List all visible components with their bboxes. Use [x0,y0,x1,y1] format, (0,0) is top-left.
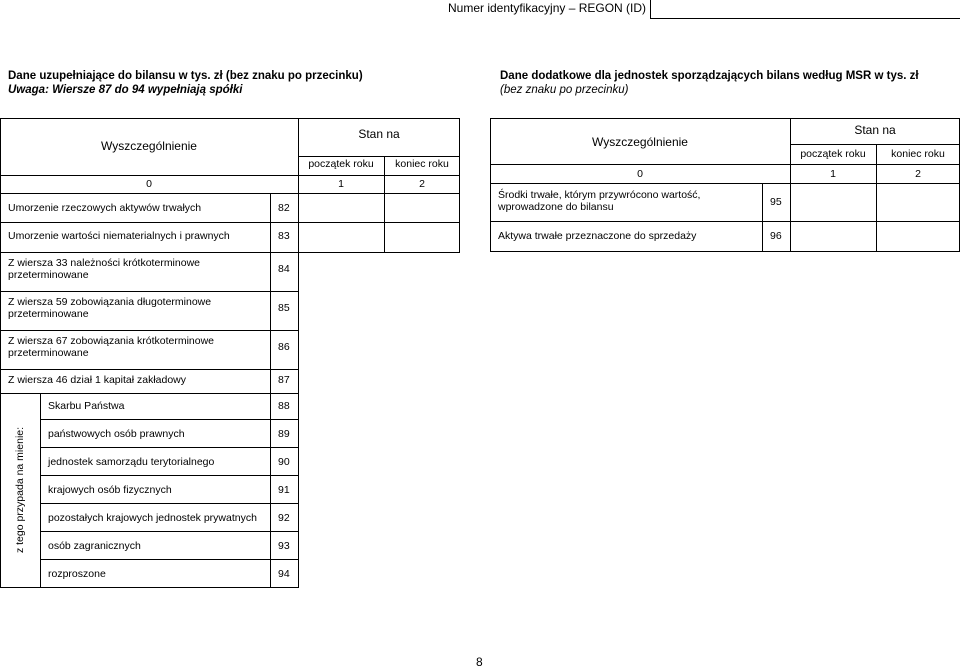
row-88-label: Skarbu Państwa [48,400,125,412]
right-col-spec-header: Wyszczególnienie [592,135,688,149]
row-82-label: Umorzenie rzeczowych aktywów trwałych [8,202,202,214]
right-col0: 0 [637,168,643,180]
right-table [490,118,960,252]
row-82-num: 82 [278,202,290,214]
row-92-label: pozostałych krajowych jednostek prywatnych [48,512,257,524]
row-96-start-input[interactable] [791,222,876,251]
row-85-label2: przeterminowane [8,308,89,320]
left-poczatek-header: początek roku [308,158,374,170]
row-89-num: 89 [278,428,290,440]
row-87-num: 87 [278,374,290,386]
row-96-end-input[interactable] [877,222,959,251]
row-91-label: krajowych osób fizycznych [48,484,172,496]
row-86-label1: Z wiersza 67 zobowiązania krótkoterminowe [8,335,215,347]
row-83-label: Umorzenie wartości niematerialnych i prawnych [8,230,230,242]
row-95-label2: wprowadzone do bilansu [498,201,614,213]
row-88-num: 88 [278,400,290,412]
row-95-num: 95 [770,196,782,208]
row-92-num: 92 [278,512,290,524]
left-table [0,118,460,588]
row-93-num: 93 [278,540,290,552]
row-94-label: rozproszone [48,568,106,580]
left-koniec-header: koniec roku [395,158,449,170]
row-96-label: Aktywa trwałe przeznaczone do sprzedaży [498,230,697,242]
left-col0: 0 [146,178,152,190]
row-84-label1: Z wiersza 33 należności krótkoterminowe [8,257,200,269]
left-col1: 1 [338,178,344,190]
right-col2: 2 [915,168,921,180]
left-intro-line2: Uwaga: Wiersze 87 do 94 wypełniają spółki [8,84,243,96]
row-90-label: jednostek samorządu terytorialnego [48,456,215,468]
row-83-end-input[interactable] [385,223,459,252]
row-82-end-input[interactable] [385,194,459,222]
row-83-start-input[interactable] [299,223,384,252]
row-95-end-input[interactable] [877,184,959,221]
row-95-start-input[interactable] [791,184,876,221]
regon-input[interactable] [651,0,957,18]
right-stan-na-header: Stan na [854,123,896,137]
regon-label: Numer identyfikacyjny – REGON (ID) [448,1,647,15]
page-number: 8 [476,655,483,669]
row-93-label: osób zagranicznych [48,540,141,552]
row-89-label: państwowych osób prawnych [48,428,185,440]
row-94-num: 94 [278,568,290,580]
row-95-label1: Środki trwałe, którym przywrócono wartość, [498,189,701,201]
row-85-label1: Z wiersza 59 zobowiązania długoterminowe [8,296,212,308]
row-86-num: 86 [278,341,290,353]
vertical-mienie-label: z tego przypada na mienie: [14,426,26,554]
row-83-num: 83 [278,230,290,242]
row-87-label: Z wiersza 46 dział 1 kapitał zakładowy [8,374,186,386]
right-col1: 1 [830,168,836,180]
row-84-num: 84 [278,263,290,275]
row-84-label2: przeterminowane [8,269,89,281]
row-86-label2: przeterminowane [8,347,89,359]
right-koniec-header: koniec roku [891,148,945,160]
row-96-num: 96 [770,230,782,242]
regon-box-bottom-border [650,18,960,19]
row-85-num: 85 [278,302,290,314]
left-stan-na-header: Stan na [358,127,400,141]
left-intro-line1: Dane uzupełniające do bilansu w tys. zł (bez znaku po przecinku) [8,70,363,82]
right-intro-line1: Dane dodatkowe dla jednostek sporządzających bilans według MSR w tys. zł [500,70,919,82]
row-82-start-input[interactable] [299,194,384,222]
row-90-num: 90 [278,456,290,468]
left-col2: 2 [419,178,425,190]
right-intro-line2: (bez znaku po przecinku) [500,84,629,96]
right-poczatek-header: początek roku [800,148,866,160]
row-91-num: 91 [278,484,290,496]
left-col-spec-header: Wyszczególnienie [101,139,197,153]
